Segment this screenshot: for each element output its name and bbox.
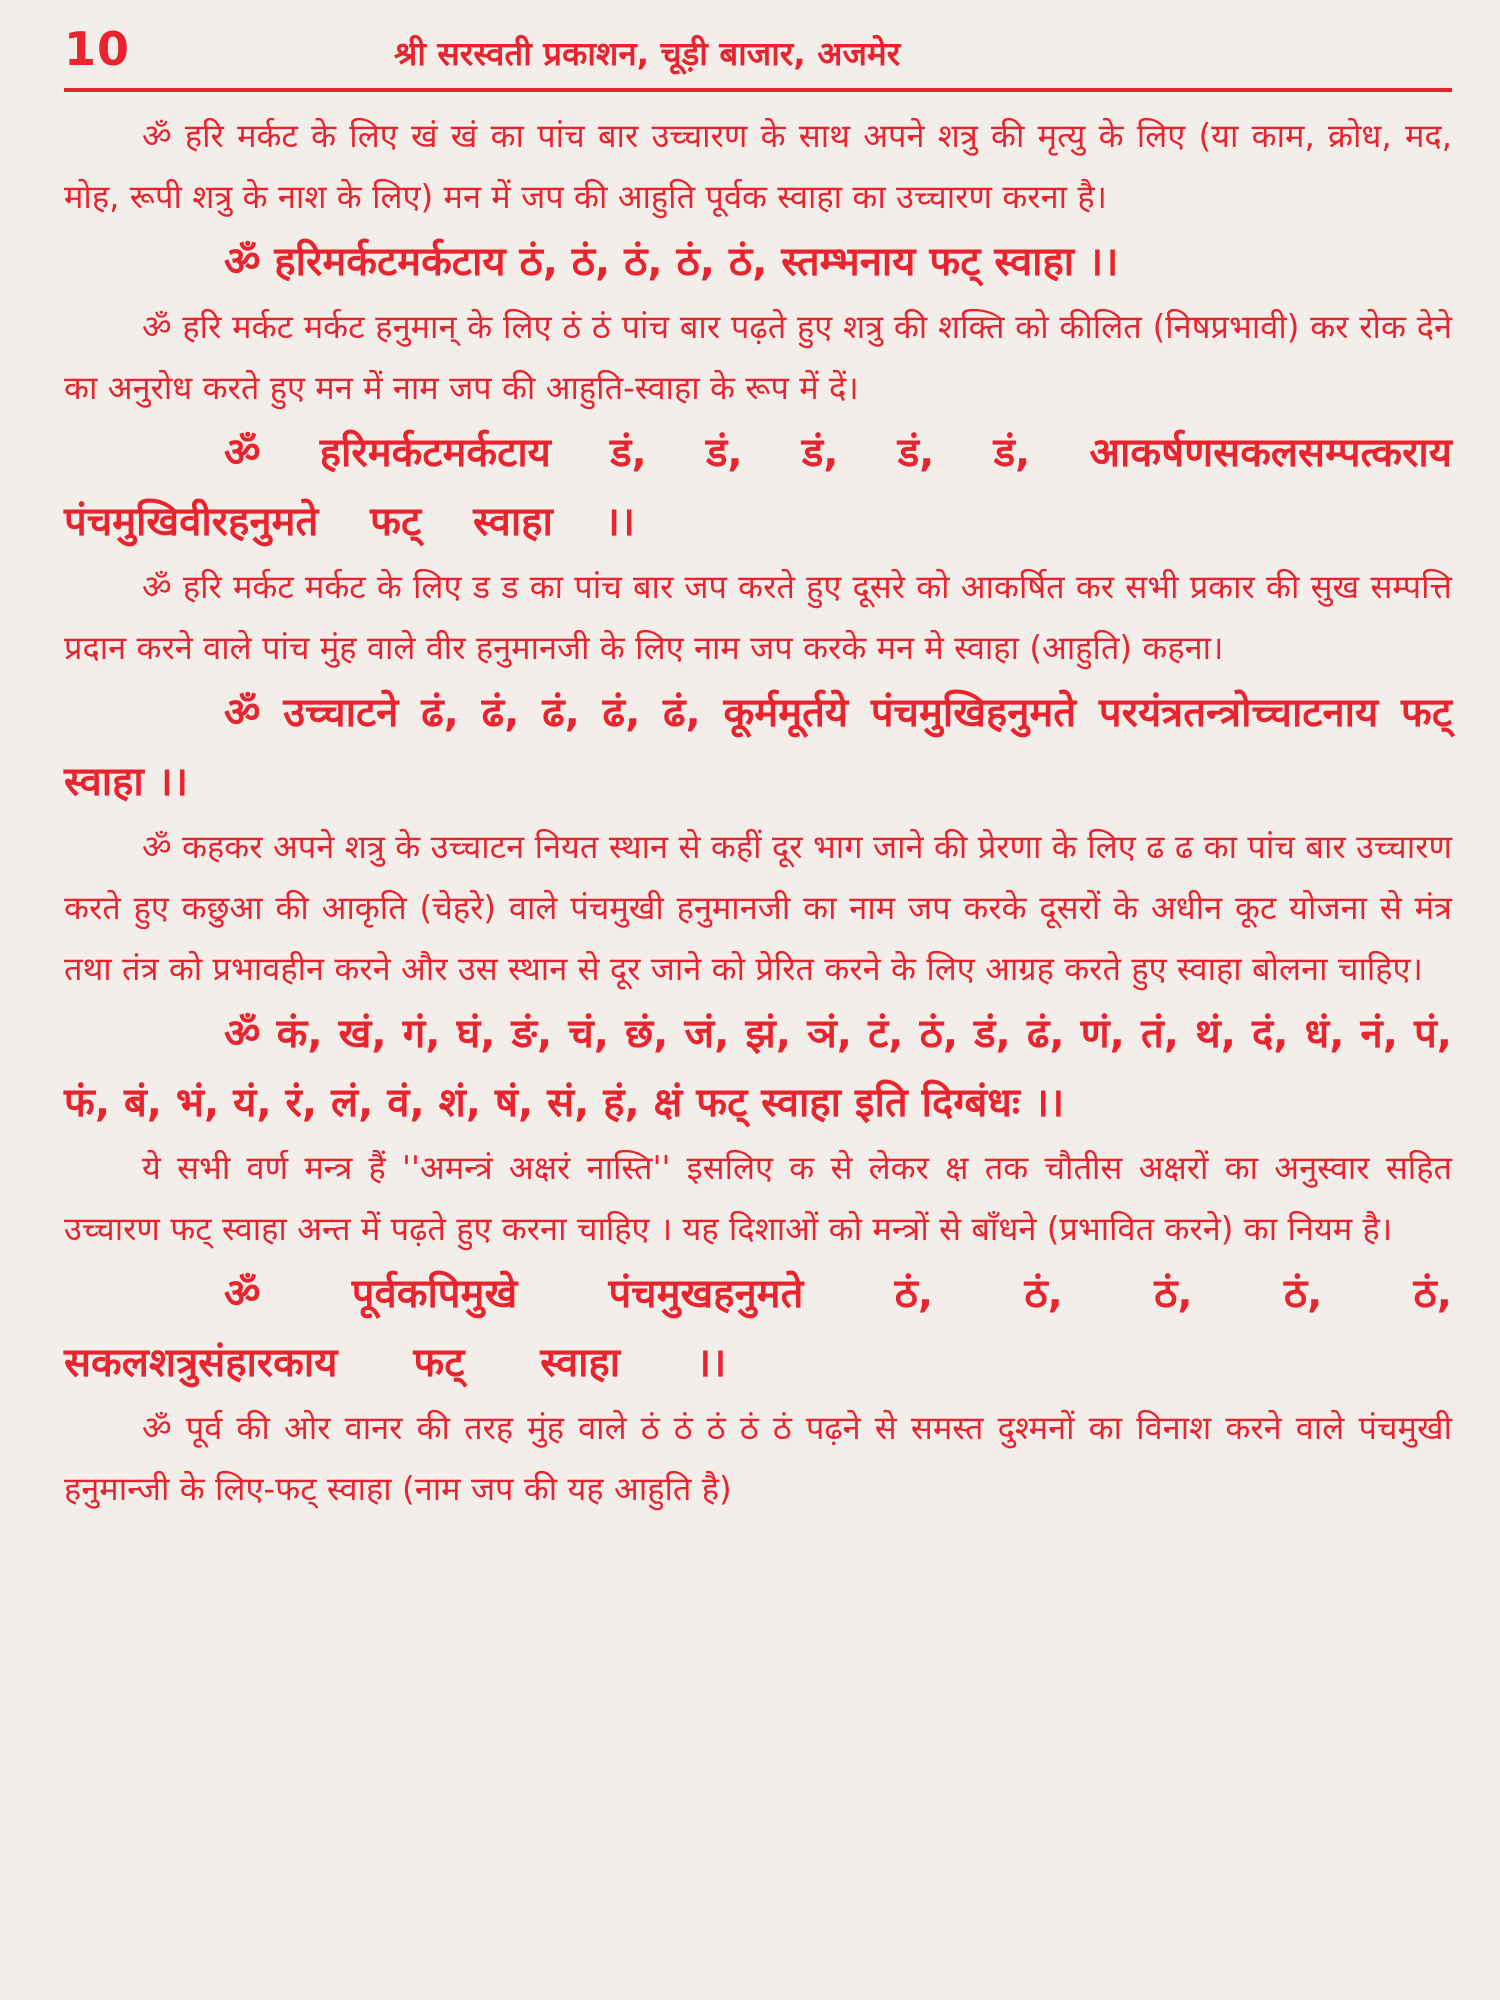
- publisher-title: श्री सरस्वती प्रकाशन, चूड़ी बाजार, अजमेर: [394, 34, 901, 73]
- explanation-paragraph: ये सभी वर्ण मन्त्र हैं ''अमन्त्रं अक्षरं नास्ति'' इसलिए क से लेकर क्ष तक चौतीस अक्षरों का अनुस्वार सहित उच्चारण फट् स्वाहा अन्त में पढ़ते हुए करना चाहिए । यह दिशाओं को मन्त्रों से बाँधने (प्रभावित करने) का नियम है।: [64, 1149, 1452, 1248]
- explanation-paragraph: ॐ हरि मर्कट के लिए खं खं का पांच बार उच्चारण के साथ अपने शत्रु की मृत्यु के लिए (या काम, क्रोध, मद, मोह, रूपी शत्रु के नाश के लिए) मन में जप की आहुति पूर्वक स्वाहा का उच्चारण करना है।: [64, 117, 1452, 216]
- mantra-line: ॐ पूर्वकपिमुखे पंचमुखहनुमते ठं, ठं, ठं, ठं, ठं, सकलशत्रुसंहारकाय फट् स्वाहा ।।: [64, 1271, 1452, 1386]
- mantra-line: ॐ कं, खं, गं, घं, ङं, चं, छं, जं, झं, ञं, टं, ठं, डं, ढं, णं, तं, थं, दं, धं, नं, पं, फं, बं, भं, यं, रं, लं, वं, शं, षं, सं, हं, क्षं फट् स्वाहा इति दिग्बंधः ।।: [64, 1011, 1452, 1126]
- explanation-paragraph: ॐ हरि मर्कट मर्कट के लिए ड ड का पांच बार जप करते हुए दूसरे को आकर्षित कर सभी प्रकार की सुख सम्पत्ति प्रदान करने वाले पांच मुंह वाले वीर हनुमानजी के लिए नाम जप करके मन मे स्वाहा (आहुति) कहना।: [64, 568, 1452, 667]
- mantra-line: ॐ उच्चाटने ढं, ढं, ढं, ढं, ढं, कूर्ममूर्तये पंचमुखिहनुमते परयंत्रतन्त्रोच्चाटनाय फट् स्वाहा ।।: [64, 690, 1452, 805]
- page-number: 10: [64, 22, 131, 76]
- mantra-line: ॐ हरिमर्कटमर्कटाय डं, डं, डं, डं, डं, आकर्षणसकलसम्पत्कराय पंचमुखिवीरहनुमते फट् स्वाहा ।।: [64, 430, 1452, 545]
- page-header: [64, 0, 1452, 92]
- mantra-line: ॐ हरिमर्कटमर्कटाय ठं, ठं, ठं, ठं, ठं, स्तम्भनाय फट् स्वाहा ।।: [224, 239, 1119, 285]
- explanation-paragraph: ॐ हरि मर्कट मर्कट हनुमान् के लिए ठं ठं पांच बार पढ़ते हुए शत्रु की शक्ति को कीलित (निषप्रभावी) कर रोक देने का अनुरोध करते हुए मन में नाम जप की आहुति-स्वाहा के रूप में दें।: [64, 308, 1452, 407]
- explanation-paragraph: ॐ कहकर अपने शत्रु के उच्चाटन नियत स्थान से कहीं दूर भाग जाने की प्रेरणा के लिए ढ ढ का पांच बार उच्चारण करते हुए कछुआ की आकृति (चेहरे) वाले पंचमुखी हनुमानजी का नाम जप करके दूसरों के अधीन कूट योजना से मंत्र तथा तंत्र को प्रभावहीन करने और उस स्थान से दूर जाने को प्रेरित करने के लिए आग्रह करते हुए स्वाहा बोलना चाहिए।: [64, 828, 1452, 988]
- explanation-paragraph: ॐ पूर्व की ओर वानर की तरह मुंह वाले ठं ठं ठं ठं ठं पढ़ने से समस्त दुश्मनों का विनाश करने वाले पंचमुखी हनुमान्जी के लिए-फट् स्वाहा (नाम जप की यह आहुति है): [64, 1409, 1452, 1508]
- page-content: [64, 106, 1452, 1520]
